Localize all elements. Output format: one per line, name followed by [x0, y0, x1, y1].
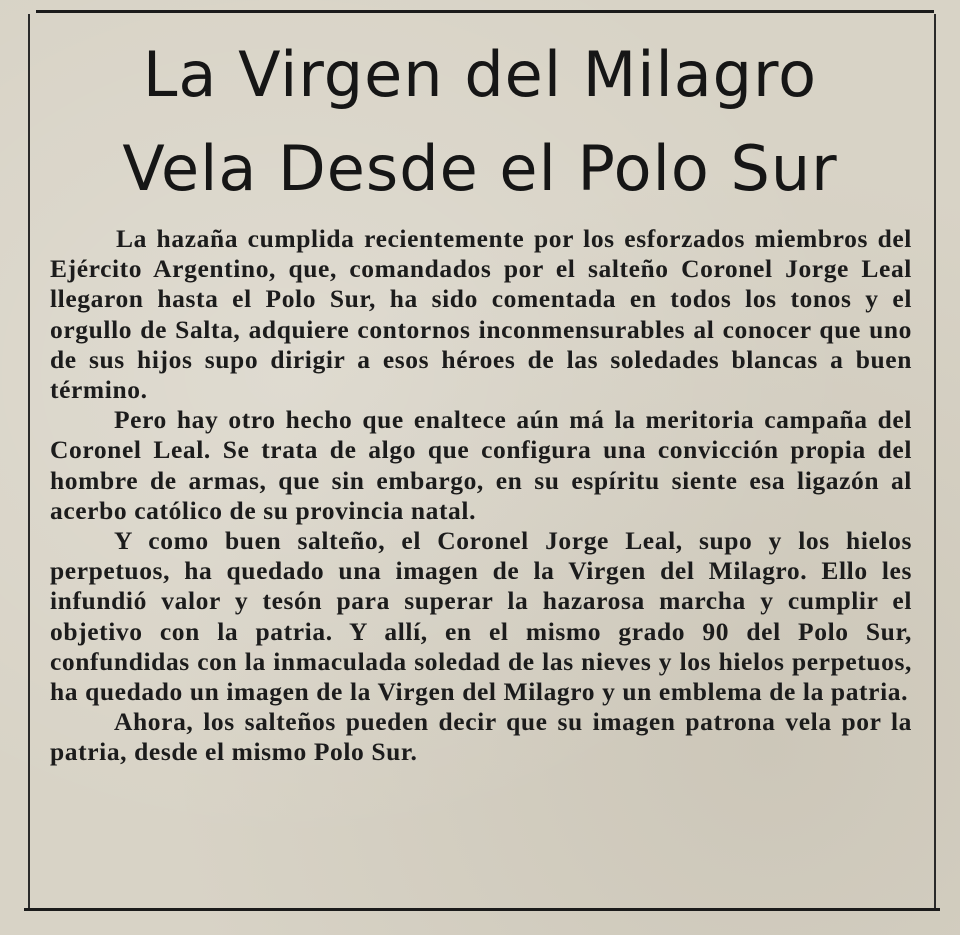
right-border-rule	[934, 14, 936, 908]
paragraph-2: Pero hay otro hecho que enaltece aún má la meritoria campaña del Coronel Leal. Se trata de algo que configura una convicción propia del hombre de armas, que sin embargo, en su espíritu siente esa ligazón al acerbo católico de su provincia natal.	[50, 405, 912, 525]
headline	[40, 28, 920, 216]
headline-line-2: Vela Desde el Polo Sur	[122, 132, 838, 205]
headline-line-1: La Virgen del Milagro	[142, 38, 818, 111]
left-border-rule	[28, 14, 30, 908]
paragraph-1: La hazaña cumplida recientemente por los esforzados miembros del Ejército Argentino, que, comandados por el salteño Coronel Jorge Leal llegaron hasta el Polo Sur, ha sido comentada en todos los tonos y el orgullo de Salta, adquiere contornos inconmensurables al conocer que uno de sus hijos supo dirigir a esos héroes de las soledades blancas a buen término.	[50, 224, 912, 405]
top-border-rule	[36, 10, 934, 13]
paragraph-4: Ahora, los salteños pueden decir que su imagen patrona vela por la patria, desde el mismo Polo Sur.	[50, 707, 912, 767]
article-body	[50, 224, 912, 768]
paragraph-3: Y como buen salteño, el Coronel Jorge Leal, supo y los hielos perpetuos, ha quedado una imagen de la Virgen del Milagro. Ello les infundió valor y tesón para superar la hazarosa marcha y cumplir el objetivo con la patria. Y allí, en el mismo grado 90 del Polo Sur, confundidas con la inmaculada soledad de las nieves y los hielos perpetuos, ha quedado un imagen de la Virgen del Milagro y un emblema de la patria.	[50, 526, 912, 707]
bottom-border-rule	[24, 908, 940, 911]
